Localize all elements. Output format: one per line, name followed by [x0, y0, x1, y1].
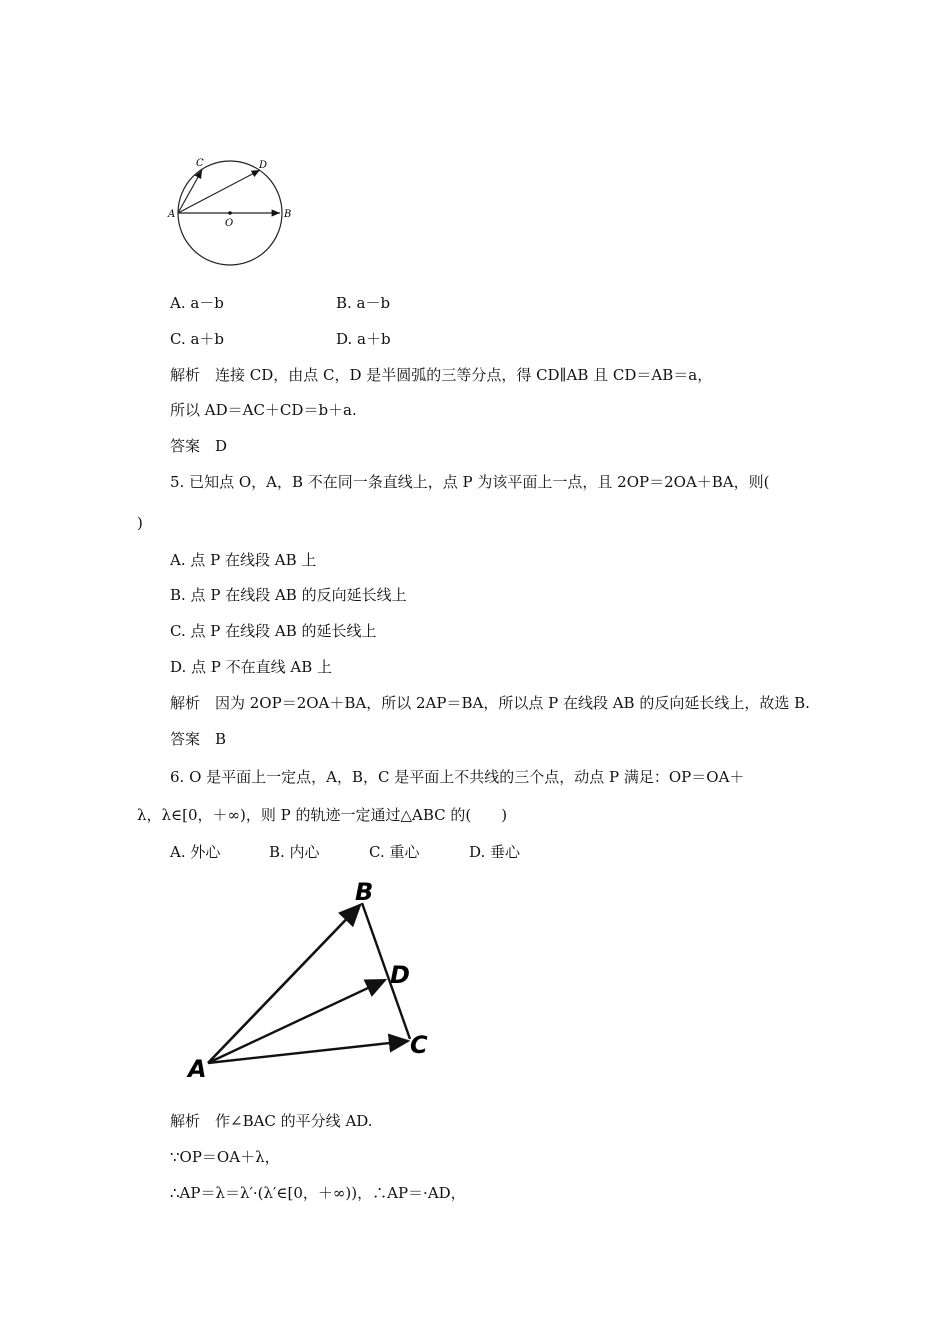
- q5-stem-1: 5. 已知点 O，A，B 不在同一条直线上，点 P 为该平面上一点，且 2OP＝2OA＋BA，则(: [170, 473, 770, 491]
- q6-stem-1: 6. O 是平面上一定点，A，B，C 是平面上不共线的三个点，动点 P 满足：OP＝OA＋: [170, 768, 745, 786]
- q5-option-a: A. 点 P 在线段 AB 上: [170, 551, 317, 569]
- label-c: C: [410, 1031, 428, 1059]
- vector-ac: [208, 1041, 408, 1063]
- label-d: D: [390, 961, 410, 989]
- center-point: [228, 211, 232, 215]
- q5-option-b: B. 点 P 在线段 AB 的反向延长线上: [170, 586, 407, 604]
- label-b: B: [284, 209, 292, 220]
- q6-analysis-2: ∵OP＝OA＋λ，: [170, 1148, 280, 1166]
- q6-option-a: A. 外心: [170, 843, 221, 861]
- q6-analysis-1: 解析 作∠BAC 的平分线 AD.: [170, 1112, 373, 1130]
- label-a: A: [168, 209, 176, 220]
- q6-option-d: D. 垂心: [469, 843, 521, 861]
- label-b: B: [355, 878, 374, 906]
- q4-answer: 答案 D: [170, 437, 228, 455]
- label-a: A: [188, 1055, 207, 1083]
- circle-figure: [165, 150, 305, 270]
- q5-option-c: C. 点 P 在线段 AB 的延长线上: [170, 622, 377, 640]
- q4-option-d: D. a＋b: [336, 330, 391, 348]
- label-c: C: [196, 158, 204, 169]
- q4-option-c: C. a＋b: [170, 330, 225, 348]
- q6-stem-2: λ，λ∈[0，＋∞)，则 P 的轨迹一定通过△ABC 的( ): [137, 806, 508, 824]
- q5-analysis: 解析 因为 2OP＝2OA＋BA，所以 2AP＝BA，所以点 P 在线段 AB 的反向延长线上，故选 B.: [170, 694, 810, 712]
- q6-option-c: C. 重心: [369, 843, 420, 861]
- q6-option-b: B. 内心: [269, 843, 320, 861]
- q5-answer: 答案 B: [170, 730, 227, 748]
- label-d: D: [259, 160, 268, 171]
- q6-analysis-3: ∴AP＝λ＝λ′·(λ′∈[0，＋∞))，∴AP＝·AD，: [170, 1184, 466, 1202]
- triangle-figure: [180, 875, 450, 1085]
- vector-ad: [208, 980, 385, 1063]
- q4-option-a: A. a－b: [170, 294, 224, 312]
- q4-option-b: B. a－b: [336, 294, 391, 312]
- q5-stem-2: ): [137, 514, 143, 532]
- q4-analysis-2: 所以 AD＝AC＋CD＝b＋a.: [170, 401, 357, 419]
- q5-option-d: D. 点 P 不在直线 AB 上: [170, 658, 333, 676]
- label-o: O: [225, 218, 234, 229]
- vector-ab: [208, 905, 360, 1063]
- q4-analysis-1: 解析 连接 CD，由点 C，D 是半圆弧的三等分点，得 CD∥AB 且 CD＝AB＝a，: [170, 366, 713, 384]
